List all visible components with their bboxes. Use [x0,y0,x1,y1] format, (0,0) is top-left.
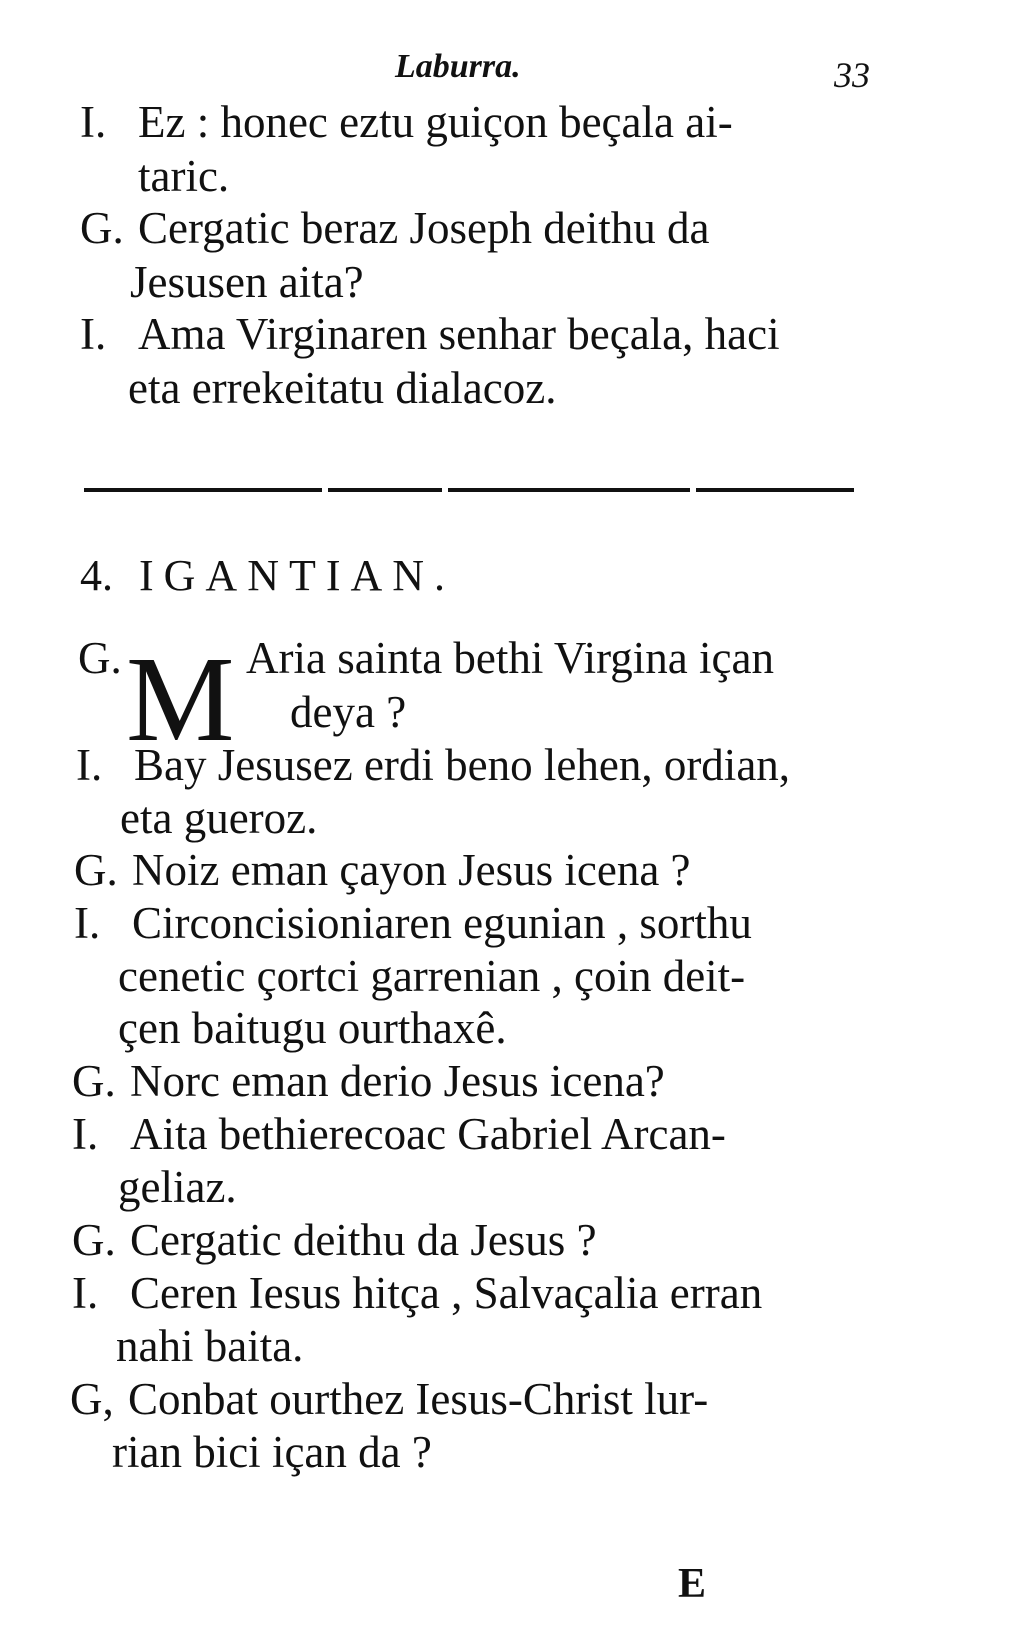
page-header [80,48,880,98]
drop-cap-letter: M [126,632,235,767]
line-text: Aita bethierecoac Gabriel Arcan- [130,1109,726,1159]
speaker-label: I. [72,1268,99,1318]
line-text: çen baitugu ourthaxê. [118,1003,507,1053]
line-text: nahi baita. [116,1321,304,1371]
line-text: Cergatic beraz Joseph deithu da [138,203,710,253]
speaker-label: I. [74,898,101,948]
line-text: Cergatic deithu da Jesus ? [130,1215,597,1265]
line-text: Ez : honec eztu guiçon beçala ai- [138,97,733,147]
page-number: 33 [834,55,870,95]
line-text: Norc eman derio Jesus icena? [130,1056,665,1106]
section-heading [80,550,455,601]
line-text: Aria sainta bethi Virgina içan [246,633,774,683]
line-text: deya ? [290,687,407,737]
speaker-label: I. [80,309,107,359]
speaker-label: G. [74,845,118,895]
signature-mark: E [678,1561,707,1607]
section-number: 4. [80,551,113,600]
speaker-label: G. [72,1215,116,1265]
line-text: rian bici içan da ? [112,1427,432,1477]
line-text: taric. [138,151,230,201]
line-text: Noiz eman çayon Jesus icena ? [132,845,691,895]
running-title: Laburra. [395,48,521,85]
line-text: Circoncisioniaren egunian , sorthu [132,898,752,948]
line-text: Jesusen aita? [130,257,364,307]
line-text: Ama Virginaren senhar beçala, haci [138,309,780,359]
line-text: Conbat ourthez Iesus-Christ lur- [128,1374,709,1424]
line-text: eta gueroz. [120,793,318,843]
speaker-label: I. [76,740,103,790]
line-text: geliaz. [118,1162,237,1212]
section-divider [84,488,854,492]
speaker-label: G. [72,1056,116,1106]
line-text: Ceren Iesus hitça , Salvaçalia erran [130,1268,763,1318]
line-text: eta errekeitatu dialacoz. [128,363,557,413]
speaker-label: I. [80,97,107,147]
line-text: Bay Jesusez erdi beno lehen, ordian, [134,740,791,790]
speaker-label: G. [80,203,124,253]
divider-gap [322,484,328,496]
speaker-label: I. [72,1109,99,1159]
line-text: cenetic çortci garrenian , çoin deit- [118,951,746,1001]
speaker-label: G, [70,1374,114,1424]
divider-gap [690,484,696,496]
divider-gap [442,484,448,496]
section-title: IGANTIAN. [139,551,456,600]
speaker-label: G. [78,633,122,683]
